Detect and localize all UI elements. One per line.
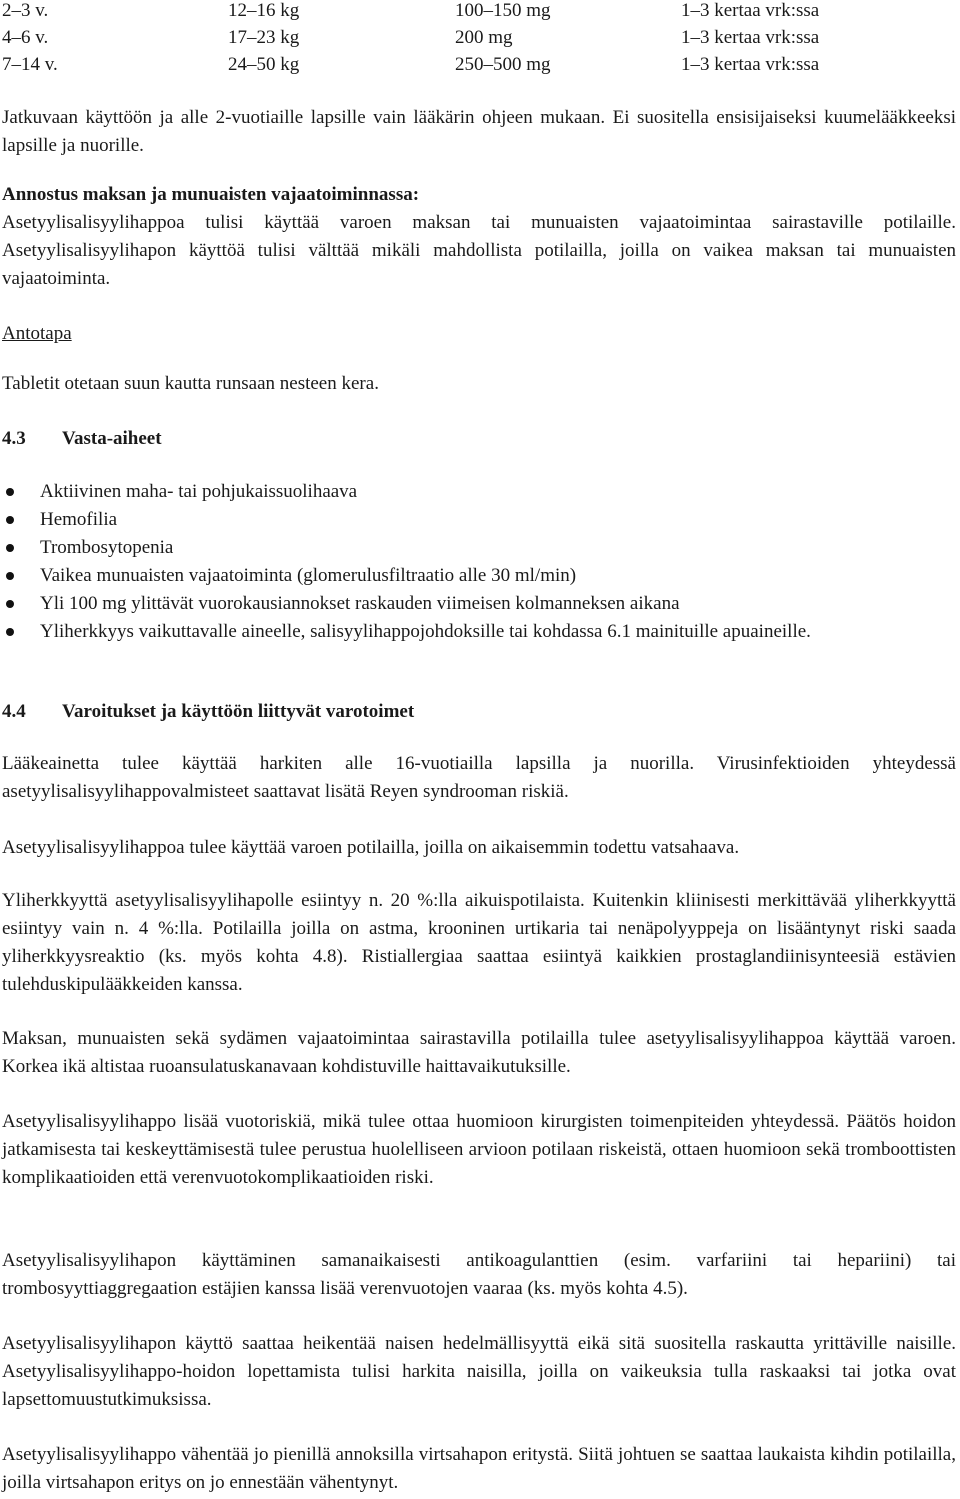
warning-paragraph: Asetyylisalisyylihapon käyttäminen samanaikaisesti antikoagulanttien (esim. varfariini tai hepariini) tai trombosyyttiaggregaation estäjien kanssa lisää verenvuotojen vaaraa (ks. myös kohta 4.5). [2, 1250, 956, 1299]
list-item-text: Trombosytopenia [40, 537, 174, 558]
age-cell: 7–14 v. [2, 54, 58, 75]
bullet-icon [6, 544, 14, 552]
frequency-cell: 1–3 kertaa vrk:ssa [681, 0, 820, 21]
continuous-use-paragraph: Jatkuvaan käyttöön ja alle 2-vuotiaille lapsille vain lääkärin ohjeen mukaan. Ei suositella ensisijaiseksi kuumelääkkeeksi lapsille ja nuorille. [2, 107, 956, 156]
dosage-row [2, 24, 902, 51]
section-4-4-heading [2, 698, 414, 726]
list-item [0, 534, 958, 562]
weight-cell: 12–16 kg [228, 0, 300, 21]
bullet-icon [6, 572, 14, 580]
bullet-icon [6, 488, 14, 496]
frequency-cell: 1–3 kertaa vrk:ssa [681, 27, 820, 48]
bullet-icon [6, 516, 14, 524]
dosage-table [2, 0, 902, 78]
administration-heading: Antotapa [2, 323, 72, 344]
dose-cell: 250–500 mg [455, 54, 551, 75]
dosage-row [2, 51, 902, 78]
age-cell: 4–6 v. [2, 27, 49, 48]
weight-cell: 24–50 kg [228, 54, 300, 75]
warning-paragraph: Lääkeainetta tulee käyttää harkiten alle 16-vuotiailla lapsilla ja nuorilla. Virusinfektioiden yhteydessä asetyylisalisyylihappovalmisteet saattavat lisätä Reyen syndrooman riskiä. [2, 753, 956, 802]
bullet-icon [6, 628, 14, 636]
list-item [0, 562, 958, 590]
liver-kidney-heading: Annostus maksan ja munuaisten vajaatoiminnassa: [2, 184, 420, 205]
weight-cell: 17–23 kg [228, 27, 300, 48]
section-title: Vasta-aiheet [62, 428, 162, 449]
warning-paragraph: Asetyylisalisyylihapon käyttö saattaa heikentää naisen hedelmällisyyttä eikä sitä suositella raskautta yrittäville naisille. Asetyylisalisyylihappo-hoidon lopettamista tulisi harkita naisilla, joilla on vaikeuksia tulla raskaaksi tai jotka ovat lapsettomuustutkimuksissa. [2, 1333, 956, 1410]
list-item [0, 478, 958, 506]
list-item-text: Yliherkkyys vaikuttavalle aineelle, salisyylihappojohdoksille tai kohdassa 6.1 mainituille apuaineille. [40, 621, 811, 642]
section-title: Varoitukset ja käyttöön liittyvät varotoimet [62, 701, 415, 722]
warning-paragraph: Asetyylisalisyylihappo lisää vuotoriskiä, mikä tulee ottaa huomioon kirurgisten toimenpiteiden yhteydessä. Päätös hoidon jatkamisesta tai keskeyttämisestä tulee perustua huolelliseen arvioon potilaan riskeistä, ottaen huomioon sekä tromboottisten komplikaatioiden että verenvuotokomplikaatioiden riski. [2, 1111, 956, 1188]
dose-cell: 100–150 mg [455, 0, 551, 21]
frequency-cell: 1–3 kertaa vrk:ssa [681, 54, 820, 75]
warning-paragraph: Yliherkkyyttä asetyylisalisyylihapolle esiintyy n. 20 %:lla aikuispotilaista. Kuitenkin kliinisesti merkittävää yliherkkyyttä esiintyy vain n. 4 %:lla. Potilailla joilla on astma, krooninen urtikaria tai nenäpolyyppeja on lisääntynyt riski saada yliherkkyysreaktio (ks. myös kohta 4.8). Ristiallergiaa saattaa esiintyä kaikkien prostaglandiinisynteesiä estävien tulehduskipulääkkeiden kanssa. [2, 890, 956, 995]
list-item [0, 618, 958, 646]
liver-kidney-paragraph: Asetyylisalisyylihappoa tulisi käyttää varoen maksan tai munuaisten vajaatoimintaa sairastaville potilaille. Asetyylisalisyylihapon käyttöä tulisi välttää mikäli mahdollista potilailla, joilla on vaikea maksan tai munuaisten vajaatoiminta. [2, 212, 956, 289]
section-number: 4.4 [2, 701, 26, 722]
dosage-row [2, 0, 902, 24]
list-item-text: Vaikea munuaisten vajaatoiminta (glomerulusfiltraatio alle 30 ml/min) [40, 565, 577, 586]
list-item-text: Hemofilia [40, 509, 118, 530]
list-item-text: Aktiivinen maha- tai pohjukaissuolihaava [40, 481, 358, 502]
administration-paragraph: Tabletit otetaan suun kautta runsaan nesteen kera. [2, 373, 379, 394]
dose-cell: 200 mg [455, 27, 513, 48]
warning-paragraph: Asetyylisalisyylihappo vähentää jo pienillä annoksilla virtsahapon eritystä. Siitä johtuen se saattaa laukaista kihdin potilailla, joilla virtsahapon eritys on jo ennestään vähentynyt. [2, 1444, 956, 1493]
section-number: 4.3 [2, 428, 26, 449]
list-item [0, 590, 958, 618]
bullet-icon [6, 600, 14, 608]
warning-paragraph: Asetyylisalisyylihappoa tulee käyttää varoen potilailla, joilla on aikaisemmin todettu vatsahaava. [2, 837, 740, 858]
warning-paragraph: Maksan, munuaisten sekä sydämen vajaatoimintaa sairastavilla potilailla tulee asetyylisalisyylihappoa käyttää varoen. Korkea ikä altistaa ruoansulatuskanavaan kohdistuville haittavaikutuksille. [2, 1028, 956, 1077]
section-4-3-heading [2, 425, 162, 453]
list-item [0, 506, 958, 534]
list-item-text: Yli 100 mg ylittävät vuorokausiannokset raskauden viimeisen kolmanneksen aikana [40, 593, 680, 614]
contraindications-list [0, 478, 958, 646]
age-cell: 2–3 v. [2, 0, 49, 21]
